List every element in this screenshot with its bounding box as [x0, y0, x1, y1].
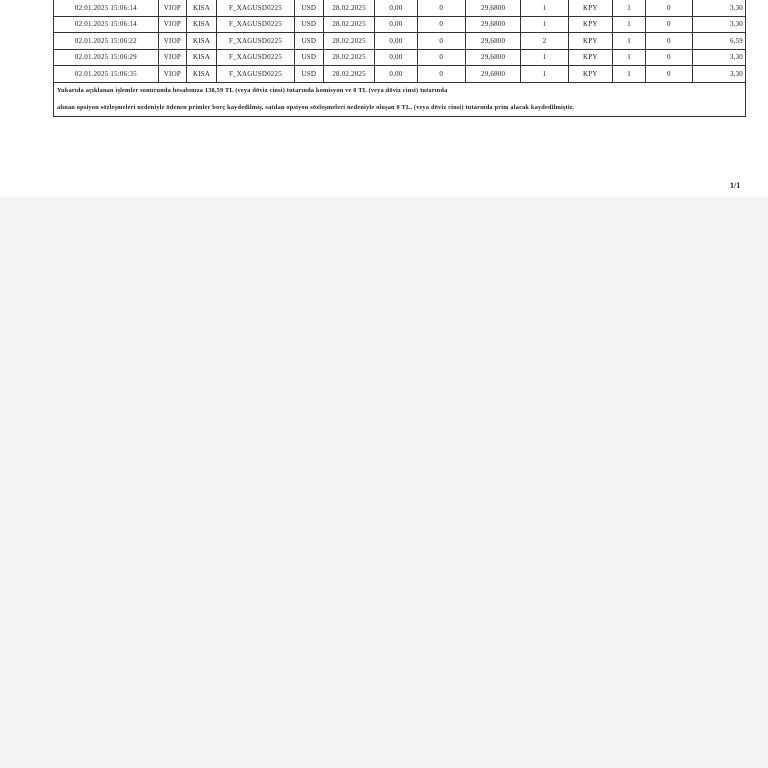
cell-quantity: 1 — [521, 0, 568, 16]
cell-currency: USD — [294, 33, 323, 50]
cell-col8: 0 — [417, 49, 465, 66]
cell-side: KISA — [186, 49, 216, 66]
cell-side: KISA — [186, 16, 216, 33]
cell-side: KISA — [186, 33, 216, 50]
cell-type: KPY — [568, 66, 612, 83]
summary-note-row — [54, 82, 746, 116]
table-row — [54, 49, 746, 66]
cell-rate: 0,00 — [375, 0, 417, 16]
cell-market: VIOP — [158, 0, 186, 16]
cell-col12: 1 — [612, 33, 645, 50]
cell-col12: 1 — [612, 49, 645, 66]
cell-rate: 0,00 — [375, 49, 417, 66]
cell-market: VIOP — [158, 33, 186, 50]
cell-amount: 3,30 — [692, 66, 746, 83]
cell-expiry: 28.02.2025 — [323, 0, 374, 16]
cell-type: KPY — [568, 16, 612, 33]
transactions-table — [53, 0, 746, 117]
cell-date: 02.01.2025 15:06:29 — [54, 49, 159, 66]
cell-type: KPY — [568, 49, 612, 66]
summary-note-line-2: alınan opsiyon sözleşmeleri nedeniyle ödenen primler borç kaydedilmiş, satılan opsiyon sözleşmeleri nedeniyle oluşan 0 TL. (veya döviz cinsi) tutarında prim alacak kaydedilmiştir. — [57, 103, 575, 111]
cell-col12: 1 — [612, 0, 645, 16]
cell-currency: USD — [294, 0, 323, 16]
cell-side: KISA — [186, 66, 216, 83]
cell-contract: F_XAGUSD0225 — [217, 66, 295, 83]
cell-price: 29,6800 — [465, 49, 520, 66]
page-indicator: 1/1 — [730, 181, 741, 190]
cell-date: 02.01.2025 15:06:14 — [54, 16, 159, 33]
cell-col13: 0 — [646, 16, 692, 33]
cell-col13: 0 — [646, 49, 692, 66]
cell-col12: 1 — [612, 66, 645, 83]
summary-note-line-1: Yukarıda açıklanan işlemler sonucunda hesabınıza 138,59 TL (veya döviz cinsi) tutarında komisyon ve 0 TL (veya döviz cinsi) tutarında — [57, 86, 448, 94]
cell-quantity: 1 — [521, 16, 568, 33]
cell-col12: 1 — [612, 16, 645, 33]
table-row — [54, 16, 746, 33]
cell-currency: USD — [294, 16, 323, 33]
cell-price: 29,6800 — [465, 0, 520, 16]
cell-quantity: 1 — [521, 49, 568, 66]
cell-date: 02.01.2025 15:06:14 — [54, 0, 159, 16]
cell-price: 29,6800 — [465, 33, 520, 50]
cell-col13: 0 — [646, 33, 692, 50]
cell-contract: F_XAGUSD0225 — [217, 16, 295, 33]
cell-market: VIOP — [158, 66, 186, 83]
cell-date: 02.01.2025 15:06:22 — [54, 33, 159, 50]
cell-expiry: 28.02.2025 — [323, 33, 374, 50]
cell-amount: 6,59 — [692, 33, 746, 50]
cell-col13: 0 — [646, 66, 692, 83]
cell-col8: 0 — [417, 66, 465, 83]
cell-contract: F_XAGUSD0225 — [217, 49, 295, 66]
cell-col8: 0 — [417, 0, 465, 16]
summary-note — [54, 82, 746, 116]
cell-contract: F_XAGUSD0225 — [217, 33, 295, 50]
cell-col8: 0 — [417, 33, 465, 50]
table-row — [54, 66, 746, 83]
cell-side: KISA — [186, 0, 216, 16]
cell-price: 29,6800 — [465, 16, 520, 33]
cell-type: KPY — [568, 33, 612, 50]
cell-expiry: 28.02.2025 — [323, 49, 374, 66]
cell-market: VIOP — [158, 16, 186, 33]
cell-type: KPY — [568, 0, 612, 16]
cell-expiry: 28.02.2025 — [323, 66, 374, 83]
cell-currency: USD — [294, 49, 323, 66]
cell-contract: F_XAGUSD0225 — [217, 0, 295, 16]
cell-col13: 0 — [646, 0, 692, 16]
cell-rate: 0,00 — [375, 16, 417, 33]
cell-quantity: 1 — [521, 66, 568, 83]
table-row — [54, 33, 746, 50]
cell-date: 02.01.2025 15:06:35 — [54, 66, 159, 83]
document-page — [0, 0, 768, 197]
cell-amount: 3,30 — [692, 0, 746, 16]
cell-rate: 0,00 — [375, 66, 417, 83]
table-row — [54, 0, 746, 16]
cell-price: 29,6800 — [465, 66, 520, 83]
cell-amount: 3,30 — [692, 16, 746, 33]
cell-expiry: 28.02.2025 — [323, 16, 374, 33]
cell-col8: 0 — [417, 16, 465, 33]
cell-rate: 0,00 — [375, 33, 417, 50]
cell-quantity: 2 — [521, 33, 568, 50]
cell-amount: 3,30 — [692, 49, 746, 66]
cell-market: VIOP — [158, 49, 186, 66]
cell-currency: USD — [294, 66, 323, 83]
